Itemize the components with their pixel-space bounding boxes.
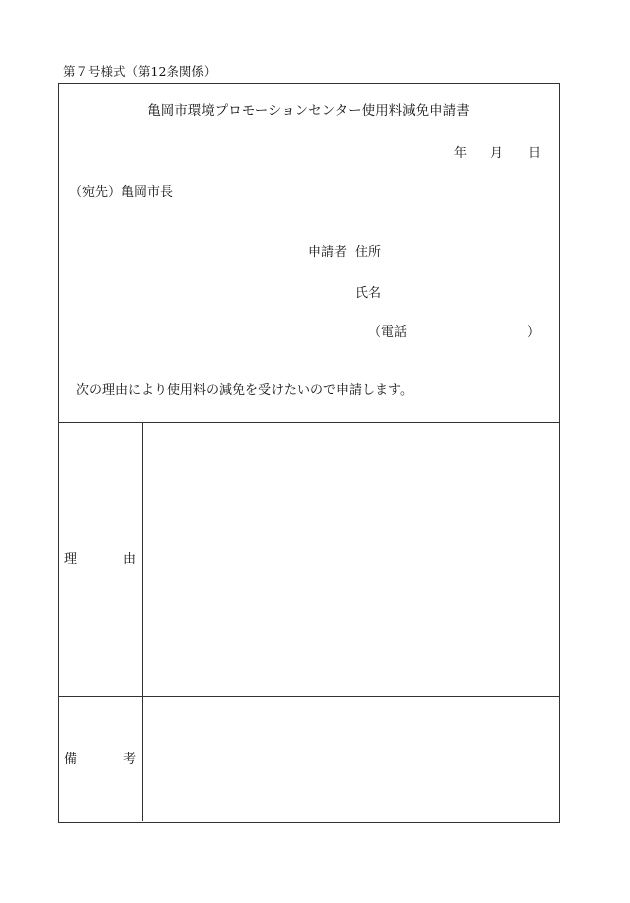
request-statement: 次の理由により使用料の減免を受けたいので申請します。: [76, 383, 413, 398]
remarks-label-right: 考: [122, 752, 136, 767]
phone-label: （電話: [368, 325, 408, 340]
addressee: （宛先）亀岡市長: [69, 185, 174, 200]
reason-field[interactable]: [143, 423, 558, 695]
name-label: 氏名: [355, 286, 382, 301]
date-year-label: 年: [454, 146, 468, 161]
reason-label: [64, 553, 136, 566]
address-label: 住所: [355, 245, 382, 260]
remarks-label: [64, 753, 136, 766]
reason-label-left: 理: [64, 552, 78, 567]
applicant-label: 申請者: [308, 245, 348, 260]
remarks-field[interactable]: [143, 697, 558, 821]
remarks-label-left: 備: [64, 752, 78, 767]
form-number-label: 第７号様式（第12条関係）: [63, 64, 217, 79]
phone-close-paren: ）: [527, 325, 541, 340]
reason-label-right: 由: [122, 552, 136, 567]
date-day-label: 日: [528, 146, 542, 161]
form-title: 亀岡市環境プロモーションセンター使用料減免申請書: [147, 103, 470, 119]
date-month-label: 月: [490, 146, 504, 161]
